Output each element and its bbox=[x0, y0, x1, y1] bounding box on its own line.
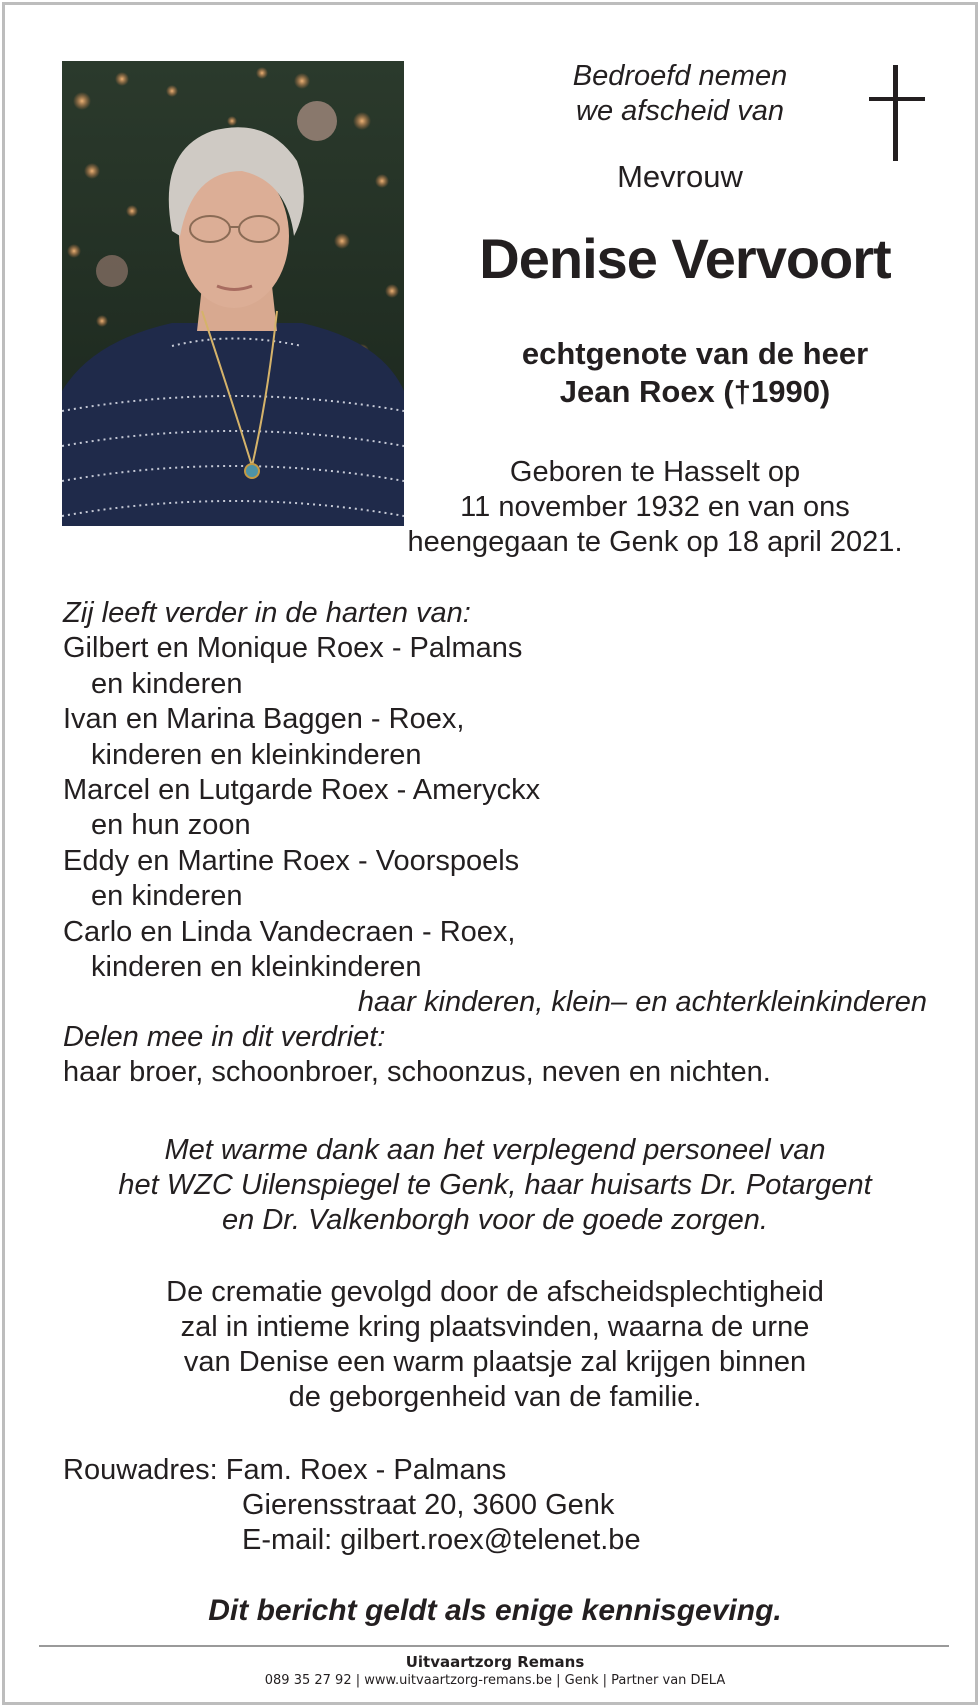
family-list bbox=[63, 596, 943, 985]
family-entry-name: Gilbert en Monique Roex - Palmans bbox=[63, 632, 523, 665]
birth-line: Geboren te Hasselt op bbox=[509, 456, 801, 488]
obituary-card bbox=[2, 2, 978, 1705]
cremation-text bbox=[45, 1275, 945, 1415]
family-entry-name: Ivan en Marina Baggen - Roex, bbox=[63, 703, 465, 736]
thanks-line: en Dr. Valkenborgh voor de goede zorgen. bbox=[222, 1204, 768, 1236]
footer-divider bbox=[39, 1645, 949, 1647]
cremation-line: van Denise een warm plaatsje zal krijgen binnen bbox=[183, 1346, 807, 1378]
share-heading: Delen mee in dit verdriet: bbox=[63, 1021, 386, 1053]
thanks-text bbox=[45, 1133, 945, 1238]
family-entry-sub: en kinderen bbox=[91, 880, 243, 913]
footer-info: 089 35 27 92 | www.uitvaartzorg-remans.be | Genk | Partner van DELA bbox=[264, 1673, 726, 1688]
birth-death-info bbox=[375, 455, 935, 560]
notice-text: Dit bericht geldt als enige kennisgeving. bbox=[208, 1594, 782, 1627]
thanks-line: het WZC Uilenspiegel te Genk, haar huisarts Dr. Potargent bbox=[118, 1169, 872, 1201]
honorific: Mevrouw bbox=[617, 159, 743, 194]
portrait-photo bbox=[62, 61, 404, 526]
address-details bbox=[242, 1488, 641, 1558]
share-text: haar broer, schoonbroer, schoonzus, neven en nichten. bbox=[63, 1056, 771, 1089]
birth-line: heengegaan te Genk op 18 april 2021. bbox=[407, 526, 903, 558]
family-entry-sub: kinderen en kleinkinderen bbox=[91, 738, 422, 771]
birth-line: 11 november 1932 en van ons bbox=[460, 491, 850, 523]
deceased-name: Denise Vervoort bbox=[479, 227, 891, 290]
family-entry-sub: en kinderen bbox=[91, 667, 243, 700]
intro-line: we afscheid van bbox=[576, 95, 784, 127]
cross-icon bbox=[869, 65, 925, 165]
thanks-line: Met warme dank aan het verplegend personeel van bbox=[164, 1134, 826, 1166]
address-label: Rouwadres: Fam. Roex - Palmans bbox=[63, 1454, 507, 1486]
intro-line: Bedroefd nemen bbox=[572, 60, 788, 92]
address-email: E-mail: gilbert.roex@telenet.be bbox=[242, 1524, 641, 1556]
address-street: Gierensstraat 20, 3600 Genk bbox=[242, 1489, 615, 1521]
spouse-line: echtgenote van de heer bbox=[521, 336, 869, 371]
family-entry-name: Eddy en Martine Roex - Voorspoels bbox=[63, 844, 520, 877]
intro-text bbox=[545, 59, 815, 129]
spouse-info bbox=[425, 335, 965, 411]
family-entry-sub: kinderen en kleinkinderen bbox=[91, 951, 422, 984]
cremation-line: zal in intieme kring plaatsvinden, waarna de urne bbox=[180, 1311, 810, 1343]
family-entry-sub: en hun zoon bbox=[91, 809, 251, 842]
share-grief bbox=[63, 1020, 943, 1091]
grandchildren-line: haar kinderen, klein– en achterkleinkinderen bbox=[357, 986, 927, 1018]
cremation-line: de geborgenheid van de familie. bbox=[288, 1381, 702, 1413]
footer-company: Uitvaartzorg Remans bbox=[405, 1653, 585, 1671]
family-entry-name: Marcel en Lutgarde Roex - Ameryckx bbox=[63, 774, 541, 807]
spouse-line: Jean Roex (†1990) bbox=[559, 374, 831, 409]
family-entry-name: Carlo en Linda Vandecraen - Roex, bbox=[63, 915, 516, 948]
family-heading: Zij leeft verder in de harten van: bbox=[63, 597, 471, 629]
cremation-line: De crematie gevolgd door de afscheidsplechtigheid bbox=[166, 1276, 824, 1308]
